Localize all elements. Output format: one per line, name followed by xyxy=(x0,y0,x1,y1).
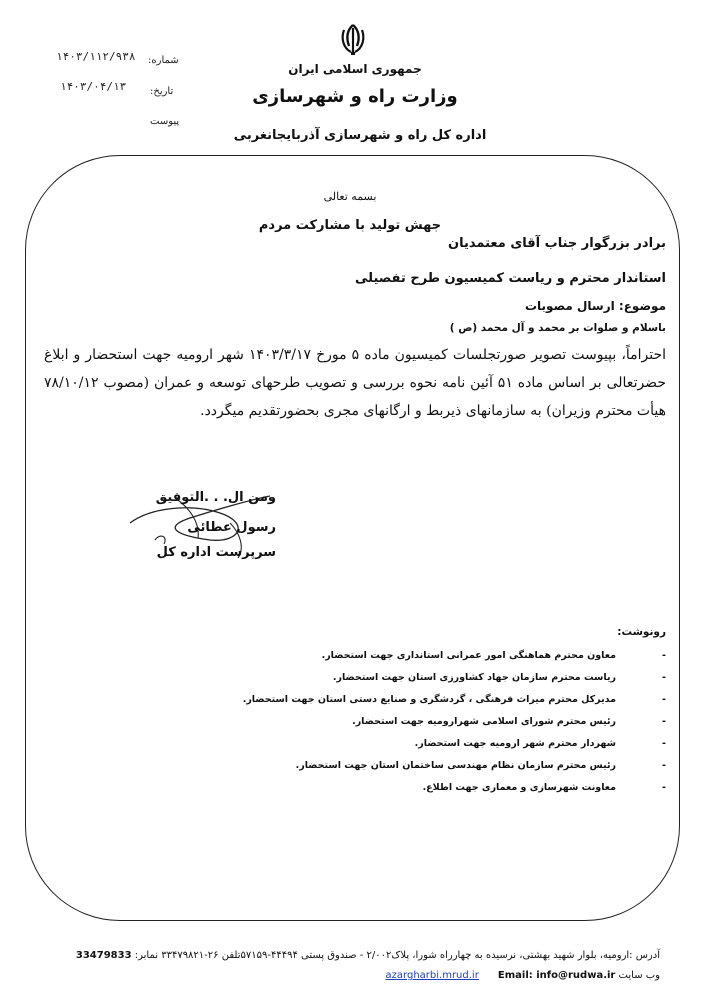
attachment-label: پیوست xyxy=(150,116,180,127)
office-title: اداره کل راه و شهرسازی آذربایجانغربی xyxy=(233,128,487,143)
subject-line: موضوع: ارسال مصوبات xyxy=(524,299,666,313)
iran-emblem-icon xyxy=(338,22,368,58)
cc-item: - رئیس محترم سازمان نظام مهندسی ساختمان استان جهت استحضار. xyxy=(295,760,666,771)
footer-fax: 33479833 xyxy=(75,950,132,961)
bismillah: بسمه تعالی xyxy=(323,190,377,203)
ministry-title: وزارت راه و شهرسازی xyxy=(252,86,458,107)
signatory-name: رسول عطائی xyxy=(187,520,276,535)
footer-contact-line xyxy=(60,970,660,981)
number-label: شماره: xyxy=(148,55,179,66)
number-value: ۱۴۰۳/۱۱۲/۹۳۸ xyxy=(56,50,136,63)
website-label: وب سایت xyxy=(618,970,660,981)
letter-body: احتراماً، بپیوست تصویر صورتجلسات کمیسیون ماده ۵ مورخ ۱۴۰۳/۳/۱۷ شهر ارومیه جهت استحضار و ابلاغ حضرتعالی بر اساس ماده ۵۱ آئین نامه نحوه بررسی و تصویب طرحهای توسعه و عمران (مصوب ۷۸/۱۰/۱۲ هیأت محترم وزیران) به سازمانهای ذیربط و ارگانهای مجری بحضورتقدیم میگردد. xyxy=(44,347,666,419)
cc-title: رونوشت: xyxy=(617,626,666,638)
footer-address-line xyxy=(60,950,660,961)
date-label: تاریخ: xyxy=(150,86,174,97)
cc-item: - ریاست محترم سازمان جهاد کشاورزی استان جهت استحضار. xyxy=(332,672,666,683)
cc-list xyxy=(106,645,666,799)
republic-title: جمهوری اسلامی ایران xyxy=(288,62,422,76)
website-link[interactable]: azargharbi.mrud.ir xyxy=(385,970,479,981)
salutation: باسلام و صلوات بر محمد و آل محمد (ص ) xyxy=(449,322,666,334)
date-value: ۱۴۰۳/۰۴/۱۳ xyxy=(60,80,127,93)
cc-item: - مدیرکل محترم میراث فرهنگی ، گردشگری و صنایع دستی استان جهت استحضار. xyxy=(242,694,666,705)
cc-item: - رئیس محترم شورای اسلامی شهرارومیه جهت استحضار. xyxy=(352,716,666,727)
slogan: جهش تولید با مشارکت مردم xyxy=(258,218,442,233)
cc-item: - شهردار محترم شهر ارومیه جهت استحضار. xyxy=(414,738,666,749)
addressee-line-1: برادر بزرگوار جناب آقای معتمدیان xyxy=(448,236,666,251)
signatory-title: سرپرست اداره کل xyxy=(156,545,276,560)
email-link[interactable]: Email: info@rudwa.ir xyxy=(497,970,616,981)
footer-address: آدرس :ارومیه، بلوار شهید بهشتی، نرسیده به چهارراه شورا، پلاک۲/۰۰۲ - صندوق پستی ۴۴۴۹۴-۵۷۱۵۹تلفن ۲۶-۳۳۴۷۹۸۲۱ نمابر: xyxy=(134,950,660,961)
signature-closing: ومن ال. . .التوفیق xyxy=(155,490,276,505)
cc-item: - معاونت شهرسازی و معماری جهت اطلاع. xyxy=(422,782,666,793)
cc-item: - معاون محترم هماهنگی امور عمرانی استانداری جهت استحضار. xyxy=(321,650,666,661)
addressee-line-2: استاندار محترم و ریاست کمیسیون طرح تفصیلی xyxy=(354,271,666,286)
